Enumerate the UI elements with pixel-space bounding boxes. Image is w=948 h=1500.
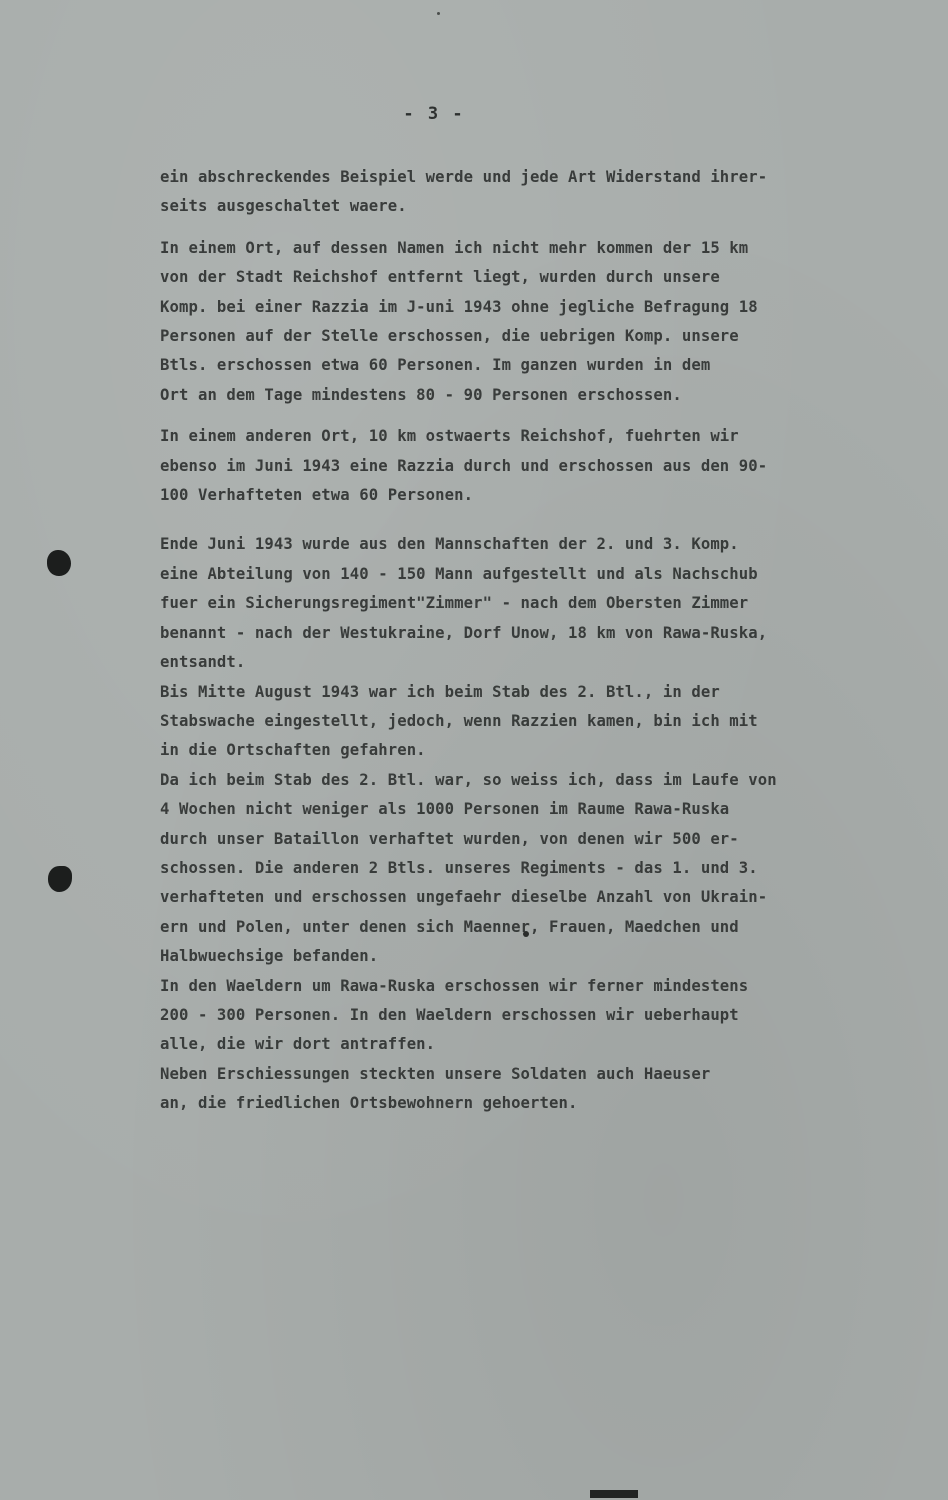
- text-line: 100 Verhafteten etwa 60 Personen.: [160, 486, 474, 505]
- text-line: In einem Ort, auf dessen Namen ich nicht mehr kommen der 15 km: [160, 238, 749, 257]
- text-line: Bis Mitte August 1943 war ich beim Stab des 2. Btl., in der: [160, 682, 720, 701]
- text-line: schossen. Die anderen 2 Btls. unseres Regiments - das 1. und 3.: [160, 858, 758, 877]
- text-line: Ort an dem Tage mindestens 80 - 90 Personen erschossen.: [160, 385, 682, 404]
- text-line: In einem anderen Ort, 10 km ostwaerts Reichshof, fuehrten wir: [160, 427, 739, 446]
- paper-speck: [437, 12, 440, 15]
- text-line: Da ich beim Stab des 2. Btl. war, so weiss ich, dass im Laufe von: [160, 770, 777, 789]
- text-line: alle, die wir dort antraffen.: [160, 1035, 436, 1054]
- paragraph: [160, 422, 910, 510]
- text-line: benannt - nach der Westukraine, Dorf Unow, 18 km von Rawa-Ruska,: [160, 623, 768, 642]
- text-line: verhafteten und erschossen ungefaehr dieselbe Anzahl von Ukrain-: [160, 888, 768, 907]
- text-line: Stabswache eingestellt, jedoch, wenn Razzien kamen, bin ich mit: [160, 711, 758, 730]
- text-line: In den Waeldern um Rawa-Ruska erschossen wir ferner mindestens: [160, 976, 749, 995]
- text-line: an, die friedlichen Ortsbewohnern gehoerten.: [160, 1094, 578, 1113]
- text-line: fuer ein Sicherungsregiment"Zimmer" - nach dem Obersten Zimmer: [160, 594, 749, 613]
- text-line: ein abschreckendes Beispiel werde und jede Art Widerstand ihrer-: [160, 168, 768, 186]
- text-line: ern und Polen, unter denen sich Maenner, Frauen, Maedchen und: [160, 917, 739, 936]
- text-line: eine Abteilung von 140 - 150 Mann aufgestellt und als Nachschub: [160, 564, 758, 583]
- paragraph: [160, 678, 910, 766]
- text-line: in die Ortschaften gefahren.: [160, 741, 426, 760]
- edge-mark: [590, 1490, 638, 1498]
- page-number: - 3 -: [403, 104, 465, 124]
- text-line: von der Stadt Reichshof entfernt liegt, wurden durch unsere: [160, 268, 720, 287]
- text-line: seits ausgeschaltet waere.: [160, 197, 407, 216]
- paragraph: [160, 234, 910, 410]
- text-line: entsandt.: [160, 653, 246, 672]
- document-body: [160, 163, 910, 1119]
- paragraph: [160, 972, 910, 1060]
- paragraph: [160, 766, 910, 972]
- text-line: 4 Wochen nicht weniger als 1000 Personen im Raume Rawa-Ruska: [160, 800, 730, 819]
- text-line: Ende Juni 1943 wurde aus den Mannschaften der 2. und 3. Komp.: [160, 535, 739, 554]
- text-line: ebenso im Juni 1943 eine Razzia durch und erschossen aus den 90-: [160, 456, 768, 475]
- text-line: durch unser Bataillon verhaftet wurden, von denen wir 500 er-: [160, 829, 739, 848]
- text-line: Personen auf der Stelle erschossen, die uebrigen Komp. unsere: [160, 327, 739, 346]
- punch-hole-icon: [48, 866, 72, 892]
- text-line: Komp. bei einer Razzia im J-uni 1943 ohne jegliche Befragung 18: [160, 297, 758, 316]
- paragraph: [160, 163, 910, 222]
- punch-hole-icon: [47, 550, 71, 576]
- text-line: Halbwuechsige befanden.: [160, 947, 379, 966]
- text-line: 200 - 300 Personen. In den Waeldern erschossen wir ueberhaupt: [160, 1005, 739, 1024]
- paragraph: [160, 1060, 910, 1119]
- paragraph: [160, 530, 910, 677]
- text-line: Btls. erschossen etwa 60 Personen. Im ganzen wurden in dem: [160, 356, 711, 375]
- text-line: Neben Erschiessungen steckten unsere Soldaten auch Haeuser: [160, 1064, 711, 1083]
